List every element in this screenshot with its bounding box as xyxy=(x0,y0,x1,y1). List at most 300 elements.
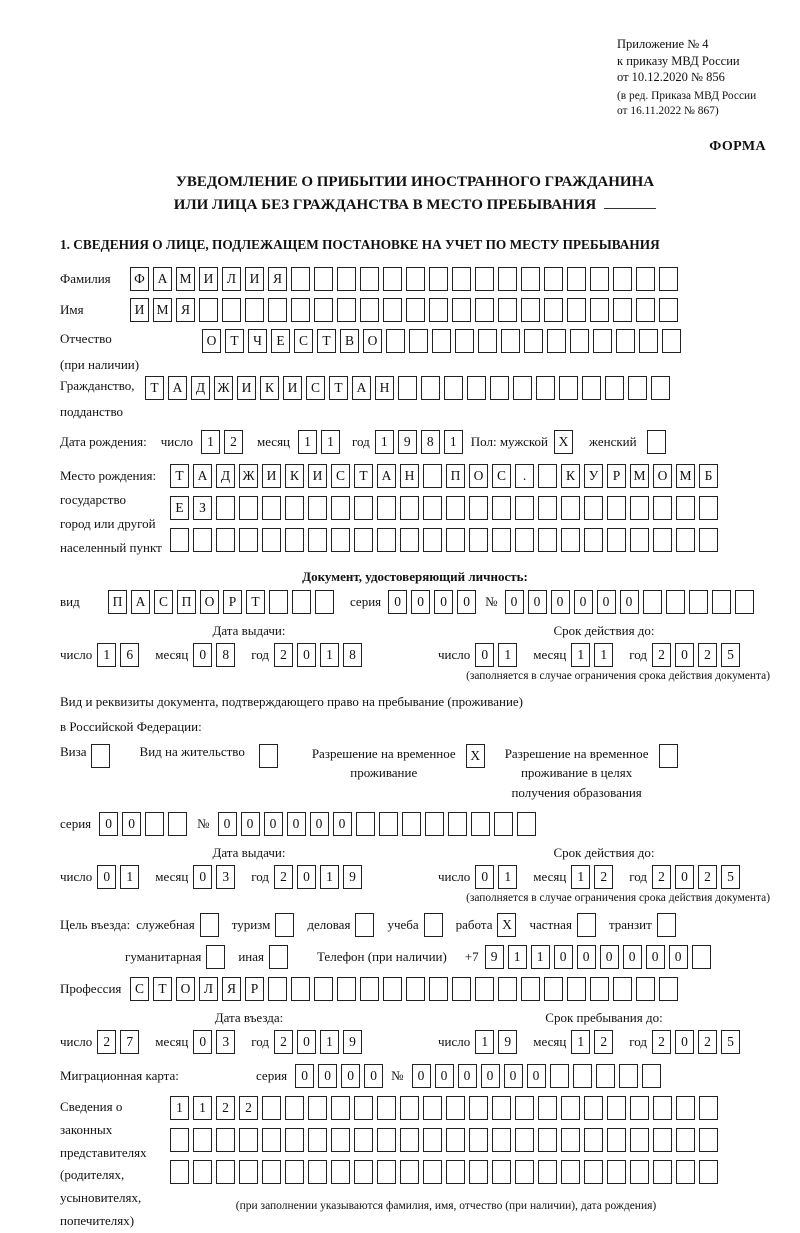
profession-cell[interactable] xyxy=(498,977,517,1001)
permit-valid-year-cell[interactable]: 2 xyxy=(652,865,671,889)
doc-number-cell[interactable]: 0 xyxy=(528,590,547,614)
birthplace-cells-row1-cell[interactable]: Б xyxy=(699,464,718,488)
birthplace-cells-row3-cell[interactable] xyxy=(607,528,626,552)
name-cell[interactable] xyxy=(452,298,471,322)
citizenship-cell[interactable] xyxy=(582,376,601,400)
surname-cell[interactable] xyxy=(452,267,471,291)
doc-issue-day-cell[interactable]: 6 xyxy=(120,643,139,667)
legal-cells-row1-cell[interactable]: 1 xyxy=(193,1096,212,1120)
birthplace-cells-row1-cell[interactable]: И xyxy=(308,464,327,488)
stay-month-cell[interactable]: 2 xyxy=(594,1030,613,1054)
birthplace-cells-row2-cell[interactable] xyxy=(377,496,396,520)
rvp-checkbox-cell[interactable]: X xyxy=(466,744,485,768)
surname-cell[interactable] xyxy=(475,267,494,291)
purpose-transit-checkbox-cell[interactable] xyxy=(657,913,676,937)
legal-cells-row1-cell[interactable] xyxy=(400,1096,419,1120)
legal-cells-row3-cell[interactable] xyxy=(331,1160,350,1184)
profession-cell[interactable] xyxy=(383,977,402,1001)
surname-cell[interactable]: Я xyxy=(268,267,287,291)
legal-cells-row3-cell[interactable] xyxy=(630,1160,649,1184)
legal-cells-row1-cell[interactable] xyxy=(331,1096,350,1120)
doc-issue-month-cell[interactable]: 8 xyxy=(216,643,235,667)
name-cell[interactable] xyxy=(613,298,632,322)
birthplace-cells-row3-cell[interactable] xyxy=(331,528,350,552)
visa-checkbox-cell[interactable] xyxy=(91,744,110,768)
patronymic-cell[interactable] xyxy=(639,329,658,353)
patronymic-cell[interactable] xyxy=(432,329,451,353)
name-cell[interactable] xyxy=(222,298,241,322)
birthplace-cells-row1-cell[interactable]: Т xyxy=(354,464,373,488)
residence-permit-checkbox-cell[interactable] xyxy=(259,744,278,768)
legal-cells-row2-cell[interactable] xyxy=(377,1128,396,1152)
legal-cells-row1-cell[interactable] xyxy=(515,1096,534,1120)
doc-valid-day-cell[interactable]: 0 xyxy=(475,643,494,667)
legal-cells-row2-cell[interactable] xyxy=(423,1128,442,1152)
birthplace-cells-row1-cell[interactable]: А xyxy=(377,464,396,488)
surname-cell[interactable] xyxy=(360,267,379,291)
profession-cell[interactable] xyxy=(429,977,448,1001)
patronymic-cell[interactable]: О xyxy=(363,329,382,353)
birthplace-cells-row2-cell[interactable] xyxy=(285,496,304,520)
legal-cells-row3-cell[interactable] xyxy=(170,1160,189,1184)
legal-cells-row1-cell[interactable]: 2 xyxy=(239,1096,258,1120)
profession-cell[interactable]: Я xyxy=(222,977,241,1001)
birthplace-cells-row2-cell[interactable] xyxy=(699,496,718,520)
migration-number-cell[interactable] xyxy=(642,1064,661,1088)
legal-cells-row2-cell[interactable] xyxy=(561,1128,580,1152)
birthplace-cells-row3-cell[interactable] xyxy=(446,528,465,552)
profession-cell[interactable] xyxy=(636,977,655,1001)
legal-cells-row1-cell[interactable] xyxy=(308,1096,327,1120)
surname-cell[interactable] xyxy=(314,267,333,291)
profession-cell[interactable]: Т xyxy=(153,977,172,1001)
birthplace-cells-row2-cell[interactable] xyxy=(446,496,465,520)
permit-number-cell[interactable]: 0 xyxy=(218,812,237,836)
birthplace-cells-row3-cell[interactable] xyxy=(423,528,442,552)
name-cell[interactable]: И xyxy=(130,298,149,322)
profession-cell[interactable] xyxy=(544,977,563,1001)
permit-number-cell[interactable]: 0 xyxy=(241,812,260,836)
migration-number-cell[interactable] xyxy=(596,1064,615,1088)
legal-cells-row1-cell[interactable] xyxy=(584,1096,603,1120)
birthplace-cells-row2-cell[interactable]: Е xyxy=(170,496,189,520)
doc-series-cell[interactable]: 0 xyxy=(388,590,407,614)
purpose-humanitarian-checkbox-cell[interactable] xyxy=(206,945,225,969)
citizenship-cell[interactable]: Т xyxy=(329,376,348,400)
birthplace-cells-row3-cell[interactable] xyxy=(699,528,718,552)
doc-issue-month-cell[interactable]: 0 xyxy=(193,643,212,667)
patronymic-cell[interactable] xyxy=(455,329,474,353)
birthplace-cells-row1-cell[interactable]: У xyxy=(584,464,603,488)
citizenship-cell[interactable] xyxy=(398,376,417,400)
profession-cell[interactable] xyxy=(521,977,540,1001)
legal-cells-row2-cell[interactable] xyxy=(331,1128,350,1152)
birthplace-cells-row3-cell[interactable] xyxy=(239,528,258,552)
citizenship-cell[interactable] xyxy=(513,376,532,400)
purpose-work-checkbox-cell[interactable]: X xyxy=(497,913,516,937)
permit-number-cell[interactable] xyxy=(402,812,421,836)
citizenship-cell[interactable] xyxy=(467,376,486,400)
surname-cell[interactable] xyxy=(521,267,540,291)
permit-issue-day-cell[interactable]: 1 xyxy=(120,865,139,889)
name-cell[interactable] xyxy=(314,298,333,322)
citizenship-cell[interactable] xyxy=(651,376,670,400)
doc-issue-year-cell[interactable]: 1 xyxy=(320,643,339,667)
citizenship-cell[interactable]: Н xyxy=(375,376,394,400)
name-cell[interactable] xyxy=(475,298,494,322)
doc-type-cell[interactable]: А xyxy=(131,590,150,614)
birthplace-cells-row1-cell[interactable]: Н xyxy=(400,464,419,488)
patronymic-cell[interactable]: Т xyxy=(225,329,244,353)
birthplace-cells-row3-cell[interactable] xyxy=(377,528,396,552)
birthplace-cells-row2-cell[interactable] xyxy=(262,496,281,520)
profession-cell[interactable] xyxy=(360,977,379,1001)
birthplace-cells-row3-cell[interactable] xyxy=(561,528,580,552)
doc-number-cell[interactable]: 0 xyxy=(551,590,570,614)
doc-valid-year-cell[interactable]: 0 xyxy=(675,643,694,667)
doc-type-cell[interactable]: П xyxy=(177,590,196,614)
doc-number-cell[interactable] xyxy=(643,590,662,614)
purpose-official-checkbox-cell[interactable] xyxy=(200,913,219,937)
legal-cells-row3-cell[interactable] xyxy=(653,1160,672,1184)
name-cell[interactable] xyxy=(245,298,264,322)
legal-cells-row3-cell[interactable] xyxy=(469,1160,488,1184)
migration-number-cell[interactable]: 0 xyxy=(504,1064,523,1088)
citizenship-cell[interactable]: И xyxy=(237,376,256,400)
legal-cells-row2-cell[interactable] xyxy=(308,1128,327,1152)
phone-cell[interactable]: 0 xyxy=(646,945,665,969)
legal-cells-row1-cell[interactable] xyxy=(492,1096,511,1120)
name-cell[interactable] xyxy=(498,298,517,322)
migration-number-cell[interactable] xyxy=(550,1064,569,1088)
permit-issue-month-cell[interactable]: 3 xyxy=(216,865,235,889)
permit-number-cell[interactable]: 0 xyxy=(310,812,329,836)
name-cell[interactable]: М xyxy=(153,298,172,322)
surname-cell[interactable] xyxy=(429,267,448,291)
birthplace-cells-row1-cell[interactable]: О xyxy=(653,464,672,488)
legal-cells-row2-cell[interactable] xyxy=(216,1128,235,1152)
purpose-private-checkbox-cell[interactable] xyxy=(577,913,596,937)
birthplace-cells-row3-cell[interactable] xyxy=(584,528,603,552)
birthplace-cells-row3-cell[interactable] xyxy=(630,528,649,552)
legal-cells-row3-cell[interactable] xyxy=(676,1160,695,1184)
name-cell[interactable] xyxy=(636,298,655,322)
birthplace-cells-row3-cell[interactable] xyxy=(515,528,534,552)
legal-cells-row1-cell[interactable] xyxy=(354,1096,373,1120)
profession-cell[interactable] xyxy=(590,977,609,1001)
permit-issue-year-cell[interactable]: 0 xyxy=(297,865,316,889)
permit-issue-year-cell[interactable]: 2 xyxy=(274,865,293,889)
legal-cells-row3-cell[interactable] xyxy=(308,1160,327,1184)
legal-cells-row3-cell[interactable] xyxy=(699,1160,718,1184)
birthplace-cells-row1-cell[interactable]: А xyxy=(193,464,212,488)
doc-valid-month-cell[interactable]: 1 xyxy=(571,643,590,667)
doc-issue-day-cell[interactable]: 1 xyxy=(97,643,116,667)
legal-cells-row3-cell[interactable] xyxy=(354,1160,373,1184)
patronymic-cell[interactable] xyxy=(501,329,520,353)
permit-number-cell[interactable] xyxy=(356,812,375,836)
permit-valid-day-cell[interactable]: 0 xyxy=(475,865,494,889)
migration-number-cell[interactable] xyxy=(573,1064,592,1088)
entry-month-cell[interactable]: 3 xyxy=(216,1030,235,1054)
legal-cells-row2-cell[interactable] xyxy=(699,1128,718,1152)
citizenship-cell[interactable]: С xyxy=(306,376,325,400)
citizenship-cell[interactable]: Ж xyxy=(214,376,233,400)
birthplace-cells-row1-cell[interactable]: Р xyxy=(607,464,626,488)
permit-valid-year-cell[interactable]: 2 xyxy=(698,865,717,889)
permit-number-cell[interactable] xyxy=(517,812,536,836)
stay-year-cell[interactable]: 2 xyxy=(652,1030,671,1054)
citizenship-cell[interactable] xyxy=(605,376,624,400)
legal-cells-row2-cell[interactable] xyxy=(492,1128,511,1152)
profession-cell[interactable]: Л xyxy=(199,977,218,1001)
profession-cell[interactable] xyxy=(452,977,471,1001)
citizenship-cell[interactable] xyxy=(444,376,463,400)
patronymic-cell[interactable] xyxy=(524,329,543,353)
surname-cell[interactable] xyxy=(337,267,356,291)
doc-issue-year-cell[interactable]: 0 xyxy=(297,643,316,667)
legal-cells-row3-cell[interactable] xyxy=(561,1160,580,1184)
legal-cells-row3-cell[interactable] xyxy=(262,1160,281,1184)
name-cell[interactable] xyxy=(406,298,425,322)
birthplace-cells-row1-cell[interactable] xyxy=(538,464,557,488)
birthplace-cells-row3-cell[interactable] xyxy=(193,528,212,552)
legal-cells-row1-cell[interactable] xyxy=(262,1096,281,1120)
legal-cells-row1-cell[interactable] xyxy=(676,1096,695,1120)
patronymic-cell[interactable] xyxy=(570,329,589,353)
birthplace-cells-row2-cell[interactable] xyxy=(538,496,557,520)
doc-number-cell[interactable]: 0 xyxy=(620,590,639,614)
patronymic-cell[interactable] xyxy=(662,329,681,353)
permit-valid-day-cell[interactable]: 1 xyxy=(498,865,517,889)
legal-cells-row2-cell[interactable] xyxy=(193,1128,212,1152)
birthplace-cells-row1-cell[interactable]: Д xyxy=(216,464,235,488)
birthplace-cells-row3-cell[interactable] xyxy=(170,528,189,552)
legal-cells-row2-cell[interactable] xyxy=(630,1128,649,1152)
legal-cells-row2-cell[interactable] xyxy=(676,1128,695,1152)
patronymic-cell[interactable] xyxy=(616,329,635,353)
profession-cell[interactable] xyxy=(613,977,632,1001)
citizenship-cell[interactable] xyxy=(628,376,647,400)
doc-type-cell[interactable]: О xyxy=(200,590,219,614)
permit-number-cell[interactable] xyxy=(425,812,444,836)
profession-cell[interactable] xyxy=(291,977,310,1001)
doc-valid-year-cell[interactable]: 5 xyxy=(721,643,740,667)
birthplace-cells-row2-cell[interactable] xyxy=(584,496,603,520)
legal-cells-row2-cell[interactable] xyxy=(285,1128,304,1152)
phone-cell[interactable]: 0 xyxy=(623,945,642,969)
sex-female-checkbox-cell[interactable] xyxy=(647,430,666,454)
legal-cells-row3-cell[interactable] xyxy=(515,1160,534,1184)
name-cell[interactable] xyxy=(659,298,678,322)
phone-cell[interactable]: 0 xyxy=(577,945,596,969)
birthdate-year-cell[interactable]: 1 xyxy=(444,430,463,454)
surname-cell[interactable]: И xyxy=(199,267,218,291)
legal-cells-row1-cell[interactable] xyxy=(561,1096,580,1120)
legal-cells-row1-cell[interactable] xyxy=(607,1096,626,1120)
legal-cells-row1-cell[interactable] xyxy=(469,1096,488,1120)
patronymic-cell[interactable]: О xyxy=(202,329,221,353)
surname-cell[interactable] xyxy=(636,267,655,291)
migration-number-cell[interactable]: 0 xyxy=(412,1064,431,1088)
legal-cells-row2-cell[interactable] xyxy=(538,1128,557,1152)
birthplace-cells-row2-cell[interactable] xyxy=(515,496,534,520)
permit-issue-day-cell[interactable]: 0 xyxy=(97,865,116,889)
phone-cell[interactable]: 9 xyxy=(485,945,504,969)
purpose-other-checkbox-cell[interactable] xyxy=(269,945,288,969)
profession-cell[interactable] xyxy=(337,977,356,1001)
legal-cells-row1-cell[interactable]: 1 xyxy=(170,1096,189,1120)
doc-type-cell[interactable] xyxy=(269,590,288,614)
surname-cell[interactable] xyxy=(498,267,517,291)
legal-cells-row2-cell[interactable] xyxy=(400,1128,419,1152)
surname-cell[interactable]: И xyxy=(245,267,264,291)
stay-year-cell[interactable]: 0 xyxy=(675,1030,694,1054)
profession-cell[interactable] xyxy=(314,977,333,1001)
permit-valid-month-cell[interactable]: 1 xyxy=(571,865,590,889)
legal-cells-row1-cell[interactable] xyxy=(538,1096,557,1120)
patronymic-cell[interactable]: В xyxy=(340,329,359,353)
stay-month-cell[interactable]: 1 xyxy=(571,1030,590,1054)
migration-series-cell[interactable]: 0 xyxy=(318,1064,337,1088)
purpose-tourism-checkbox-cell[interactable] xyxy=(275,913,294,937)
phone-cell[interactable]: 1 xyxy=(508,945,527,969)
legal-cells-row3-cell[interactable] xyxy=(239,1160,258,1184)
profession-cell[interactable] xyxy=(268,977,287,1001)
birthplace-cells-row2-cell[interactable] xyxy=(607,496,626,520)
surname-cell[interactable]: М xyxy=(176,267,195,291)
legal-cells-row3-cell[interactable] xyxy=(492,1160,511,1184)
stay-year-cell[interactable]: 5 xyxy=(721,1030,740,1054)
name-cell[interactable] xyxy=(567,298,586,322)
permit-number-cell[interactable]: 0 xyxy=(264,812,283,836)
permit-series-cell[interactable] xyxy=(168,812,187,836)
entry-year-cell[interactable]: 9 xyxy=(343,1030,362,1054)
migration-series-cell[interactable]: 0 xyxy=(341,1064,360,1088)
name-cell[interactable] xyxy=(337,298,356,322)
permit-number-cell[interactable] xyxy=(448,812,467,836)
profession-cell[interactable] xyxy=(475,977,494,1001)
doc-issue-year-cell[interactable]: 2 xyxy=(274,643,293,667)
permit-number-cell[interactable] xyxy=(379,812,398,836)
doc-valid-day-cell[interactable]: 1 xyxy=(498,643,517,667)
legal-cells-row2-cell[interactable] xyxy=(262,1128,281,1152)
surname-cell[interactable]: Л xyxy=(222,267,241,291)
doc-series-cell[interactable]: 0 xyxy=(434,590,453,614)
birthplace-cells-row1-cell[interactable]: М xyxy=(676,464,695,488)
patronymic-cell[interactable] xyxy=(409,329,428,353)
entry-year-cell[interactable]: 0 xyxy=(297,1030,316,1054)
birthplace-cells-row3-cell[interactable] xyxy=(262,528,281,552)
patronymic-cell[interactable]: С xyxy=(294,329,313,353)
birthdate-month-cell[interactable]: 1 xyxy=(321,430,340,454)
name-cell[interactable] xyxy=(291,298,310,322)
birthplace-cells-row3-cell[interactable] xyxy=(653,528,672,552)
birthplace-cells-row2-cell[interactable] xyxy=(630,496,649,520)
legal-cells-row3-cell[interactable] xyxy=(446,1160,465,1184)
birthplace-cells-row2-cell[interactable] xyxy=(400,496,419,520)
surname-cell[interactable] xyxy=(406,267,425,291)
surname-cell[interactable] xyxy=(590,267,609,291)
legal-cells-row3-cell[interactable] xyxy=(285,1160,304,1184)
legal-cells-row3-cell[interactable] xyxy=(538,1160,557,1184)
birthplace-cells-row2-cell[interactable] xyxy=(308,496,327,520)
doc-number-cell[interactable]: 0 xyxy=(597,590,616,614)
birthdate-year-cell[interactable]: 9 xyxy=(398,430,417,454)
birthplace-cells-row2-cell[interactable] xyxy=(561,496,580,520)
legal-cells-row2-cell[interactable] xyxy=(239,1128,258,1152)
permit-series-cell[interactable]: 0 xyxy=(99,812,118,836)
migration-number-cell[interactable] xyxy=(619,1064,638,1088)
patronymic-cell[interactable]: Е xyxy=(271,329,290,353)
birthplace-cells-row1-cell[interactable]: Ж xyxy=(239,464,258,488)
birthplace-cells-row1-cell[interactable] xyxy=(423,464,442,488)
legal-cells-row3-cell[interactable] xyxy=(423,1160,442,1184)
rvp-edu-checkbox-cell[interactable] xyxy=(659,744,678,768)
legal-cells-row3-cell[interactable] xyxy=(584,1160,603,1184)
surname-cell[interactable] xyxy=(383,267,402,291)
doc-type-cell[interactable]: Р xyxy=(223,590,242,614)
legal-cells-row1-cell[interactable] xyxy=(423,1096,442,1120)
name-cell[interactable] xyxy=(429,298,448,322)
legal-cells-row3-cell[interactable] xyxy=(400,1160,419,1184)
migration-series-cell[interactable]: 0 xyxy=(364,1064,383,1088)
doc-type-cell[interactable]: Т xyxy=(246,590,265,614)
doc-number-cell[interactable] xyxy=(712,590,731,614)
patronymic-cell[interactable]: Ч xyxy=(248,329,267,353)
citizenship-cell[interactable]: И xyxy=(283,376,302,400)
entry-year-cell[interactable]: 1 xyxy=(320,1030,339,1054)
birthplace-cells-row3-cell[interactable] xyxy=(538,528,557,552)
birthplace-cells-row2-cell[interactable] xyxy=(653,496,672,520)
surname-cell[interactable] xyxy=(544,267,563,291)
birthplace-cells-row3-cell[interactable] xyxy=(469,528,488,552)
patronymic-cell[interactable] xyxy=(386,329,405,353)
patronymic-cell[interactable] xyxy=(547,329,566,353)
doc-type-cell[interactable] xyxy=(292,590,311,614)
legal-cells-row2-cell[interactable] xyxy=(584,1128,603,1152)
birthplace-cells-row2-cell[interactable] xyxy=(239,496,258,520)
doc-number-cell[interactable] xyxy=(735,590,754,614)
permit-valid-year-cell[interactable]: 0 xyxy=(675,865,694,889)
entry-day-cell[interactable]: 7 xyxy=(120,1030,139,1054)
phone-cell[interactable]: 1 xyxy=(531,945,550,969)
legal-cells-row3-cell[interactable] xyxy=(377,1160,396,1184)
stay-day-cell[interactable]: 9 xyxy=(498,1030,517,1054)
name-cell[interactable] xyxy=(268,298,287,322)
legal-cells-row1-cell[interactable] xyxy=(699,1096,718,1120)
birthplace-cells-row1-cell[interactable]: К xyxy=(285,464,304,488)
legal-cells-row3-cell[interactable] xyxy=(216,1160,235,1184)
birthplace-cells-row1-cell[interactable]: П xyxy=(446,464,465,488)
sex-male-checkbox-cell[interactable]: X xyxy=(554,430,573,454)
doc-issue-year-cell[interactable]: 8 xyxy=(343,643,362,667)
legal-cells-row3-cell[interactable] xyxy=(607,1160,626,1184)
doc-type-cell[interactable]: С xyxy=(154,590,173,614)
purpose-business-checkbox-cell[interactable] xyxy=(355,913,374,937)
permit-valid-month-cell[interactable]: 2 xyxy=(594,865,613,889)
citizenship-cell[interactable] xyxy=(559,376,578,400)
legal-cells-row2-cell[interactable] xyxy=(653,1128,672,1152)
birthplace-cells-row3-cell[interactable] xyxy=(285,528,304,552)
legal-cells-row1-cell[interactable] xyxy=(285,1096,304,1120)
permit-number-cell[interactable]: 0 xyxy=(333,812,352,836)
name-cell[interactable] xyxy=(521,298,540,322)
birthplace-cells-row1-cell[interactable]: К xyxy=(561,464,580,488)
birthdate-month-cell[interactable]: 1 xyxy=(298,430,317,454)
permit-issue-year-cell[interactable]: 1 xyxy=(320,865,339,889)
entry-day-cell[interactable]: 2 xyxy=(97,1030,116,1054)
